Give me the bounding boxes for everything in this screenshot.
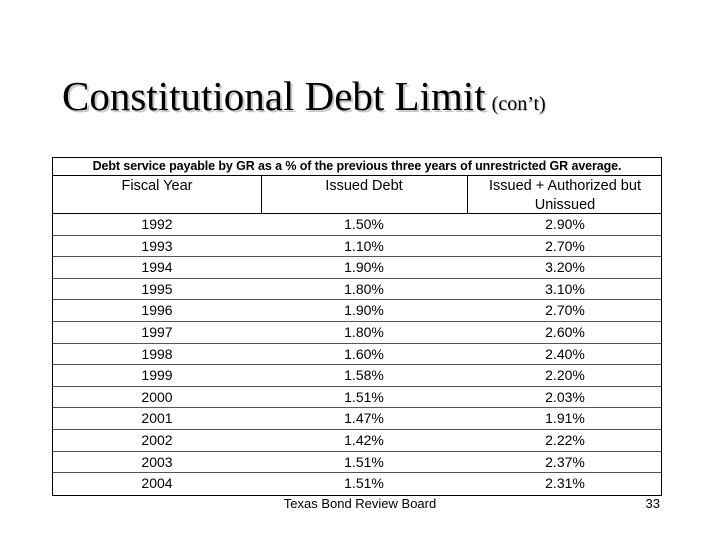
cell-issued-authorized: 3.10% [545,280,585,297]
cell-issued-debt: 1.42% [344,431,384,448]
cell-issued-authorized: 2.70% [545,237,585,254]
table-body [53,214,661,495]
table-row [53,365,661,387]
cell-issued-authorized: 2.03% [545,388,585,405]
cell-fiscal-year: 1999 [141,367,173,384]
cell-issued-debt: 1.90% [344,302,384,319]
cell-fiscal-year: 2003 [141,453,173,470]
debt-limit-table [52,157,662,496]
table-row [53,452,661,474]
cell-issued-debt: 1.51% [344,475,384,492]
cell-fiscal-year: 1998 [141,345,173,362]
cell-fiscal-year: 2000 [141,388,173,405]
cell-issued-authorized: 2.31% [545,475,585,492]
cell-fiscal-year: 1994 [141,259,173,276]
cell-fiscal-year: 2002 [141,431,173,448]
table-row [53,257,661,279]
cell-issued-authorized: 2.60% [545,323,585,340]
cell-fiscal-year: 2004 [141,475,173,492]
table-row [53,387,661,409]
table-row [53,214,661,236]
cell-issued-debt: 1.58% [344,367,384,384]
cell-fiscal-year: 1997 [141,323,173,340]
table-row [53,322,661,344]
table-row [53,344,661,366]
cell-issued-authorized: 1.91% [545,410,585,427]
header-issued-authorized: Issued + Authorized but Unissued [489,178,641,213]
cell-fiscal-year: 1995 [141,280,173,297]
table-row [53,300,661,322]
cell-issued-debt: 1.50% [344,216,384,232]
header-issued-debt: Issued Debt [325,178,403,194]
cell-issued-debt: 1.51% [344,453,384,470]
table-row [53,236,661,258]
table-row [53,408,661,430]
cell-issued-authorized: 2.37% [545,453,585,470]
footer-text: Texas Bond Review Board [283,496,437,511]
title-main: Constitutional Debt Limit [62,73,486,119]
cell-issued-debt: 1.80% [344,280,384,297]
cell-fiscal-year: 2001 [141,410,173,427]
page-number: 33 [645,496,660,511]
slide-title [62,72,546,120]
cell-issued-authorized: 2.70% [545,302,585,319]
cell-fiscal-year: 1992 [141,216,173,232]
header-fiscal-year: Fiscal Year [121,178,193,194]
cell-issued-debt: 1.10% [344,237,384,254]
cell-issued-authorized: 2.22% [545,431,585,448]
table-row [53,473,661,495]
cell-issued-authorized: 2.20% [545,367,585,384]
cell-issued-authorized: 2.90% [545,216,585,232]
table-row [53,430,661,452]
cell-issued-debt: 1.90% [344,259,384,276]
table-caption: Debt service payable by GR as a % of the previous three years of unrestricted GR average. [53,158,661,176]
cell-issued-authorized: 2.40% [545,345,585,362]
cell-issued-authorized: 3.20% [545,259,585,276]
cell-fiscal-year: 1993 [141,237,173,254]
table-row [53,279,661,301]
cell-fiscal-year: 1996 [141,302,173,319]
cell-issued-debt: 1.80% [344,323,384,340]
cell-issued-debt: 1.51% [344,388,384,405]
title-suffix: (con’t) [491,93,546,115]
cell-issued-debt: 1.47% [344,410,384,427]
cell-issued-debt: 1.60% [344,345,384,362]
